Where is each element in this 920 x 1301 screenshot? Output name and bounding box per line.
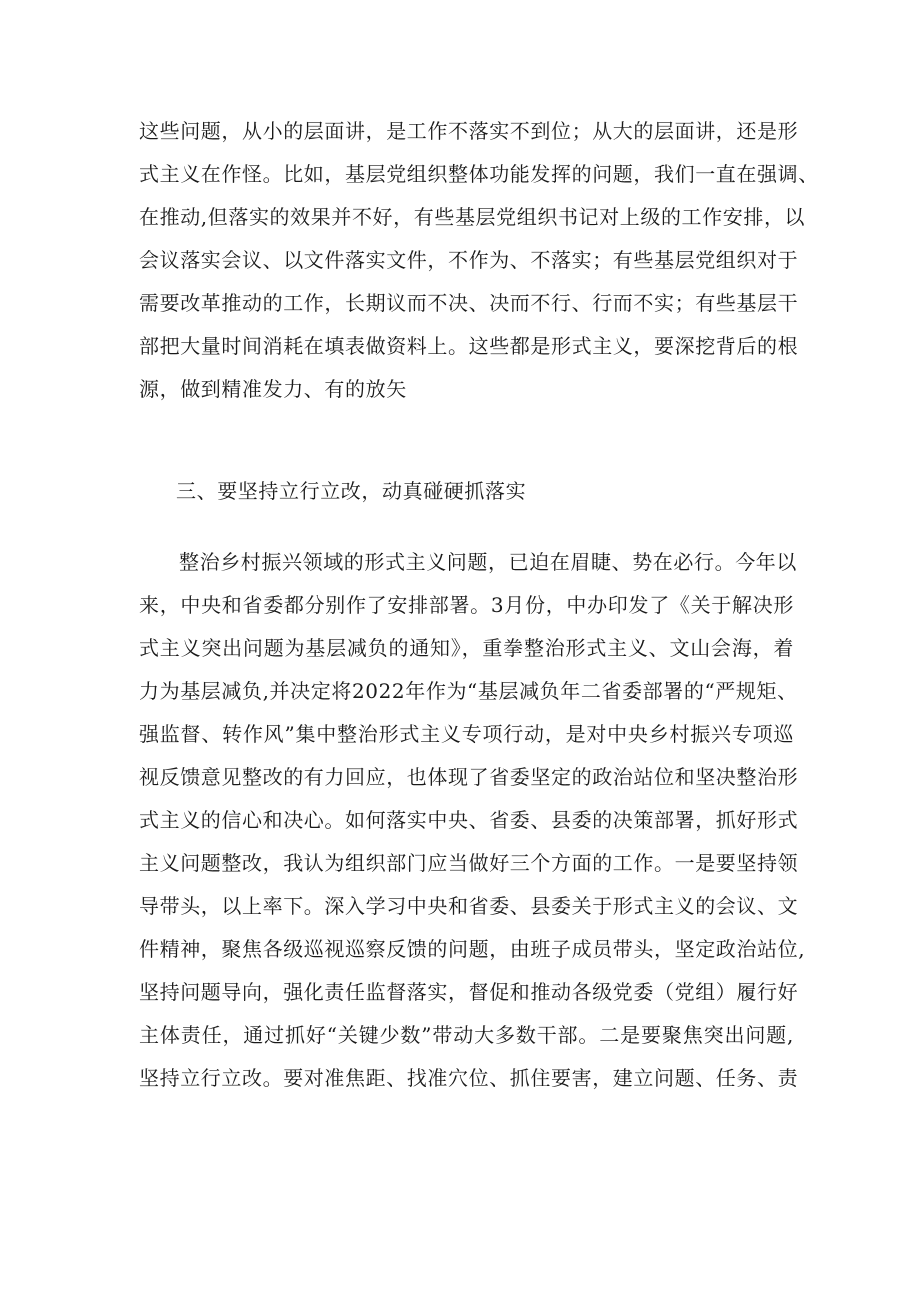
paragraph-2-line: 主义问题整改，我认为组织部门应当做好三个方面的工作。一是要坚持领 xyxy=(139,851,799,875)
paragraph-1-line: 式主义在作怪。比如，基层党组织整体功能发挥的问题，我们一直在强调、 xyxy=(139,162,819,186)
paragraph-2-line: 主体责任，通过抓好“关键少数”带动大多数干部。二是要聚焦突出问题, xyxy=(139,1023,794,1047)
paragraph-2-line: 式主义突出问题为基层减负的通知》，重拳整治形式主义、文山会海，着 xyxy=(139,636,794,660)
paragraph-2-line: 坚持立行立改。要对准焦距、找准穴位、抓住要害，建立问题、任务、责 xyxy=(139,1066,799,1090)
paragraph-2-line: 来，中央和省委都分别作了安排部署。3月份，中办印发了《关于解决形 xyxy=(139,593,794,617)
paragraph-1-line: 需要改革推动的工作，长期议而不决、决而不行、行而不实；有些基层干 xyxy=(139,291,799,315)
paragraph-1-line: 这些问题，从小的层面讲，是工作不落实不到位；从大的层面讲，还是形 xyxy=(139,119,799,143)
paragraph-1-line: 在推动,但落实的效果并不好，有些基层党组织书记对上级的工作安排，以 xyxy=(139,205,806,229)
paragraph-1-line: 源，做到精准发力、有的放矢 xyxy=(139,377,407,401)
paragraph-2-line: 式主义的信心和决心。如何落实中央、省委、县委的决策部署，抓好形式 xyxy=(139,808,799,832)
paragraph-2-line: 强监督、转作风”集中整治形式主义专项行动，是对中央乡村振兴专项巡 xyxy=(139,722,794,746)
section-heading-text: 三、要坚持立行立改，动真碰硬抓落实 xyxy=(176,479,527,503)
paragraph-2-line: 力为基层减负,并决定将2022年作为“基层减负年二省委部署的“严规矩、 xyxy=(139,679,798,703)
paragraph-1-line: 会议落实会议、以文件落实文件，不作为、不落实；有些基层党组织对于 xyxy=(139,248,799,272)
paragraph-2-line: 坚持问题导向，强化责任监督落实，督促和推动各级党委（党组）履行好 xyxy=(139,980,799,1004)
paragraph-2-line: 视反馈意见整改的有力回应，也体现了省委坚定的政治站位和坚决整治形 xyxy=(139,765,799,789)
paragraph-1-line: 部把大量时间消耗在填表做资料上。这些都是形式主义，要深挖背后的根 xyxy=(139,334,799,358)
paragraph-2-line: 整治乡村振兴领域的形式主义问题，已迫在眉睫、势在必行。今年以 xyxy=(179,550,797,574)
paragraph-2-line: 导带头，以上率下。深入学习中央和省委、县委关于形式主义的会议、文 xyxy=(139,894,799,918)
paragraph-2-line: 件精神，聚焦各级巡视巡察反馈的问题，由班子成员带头，坚定政治站位, xyxy=(139,937,806,961)
